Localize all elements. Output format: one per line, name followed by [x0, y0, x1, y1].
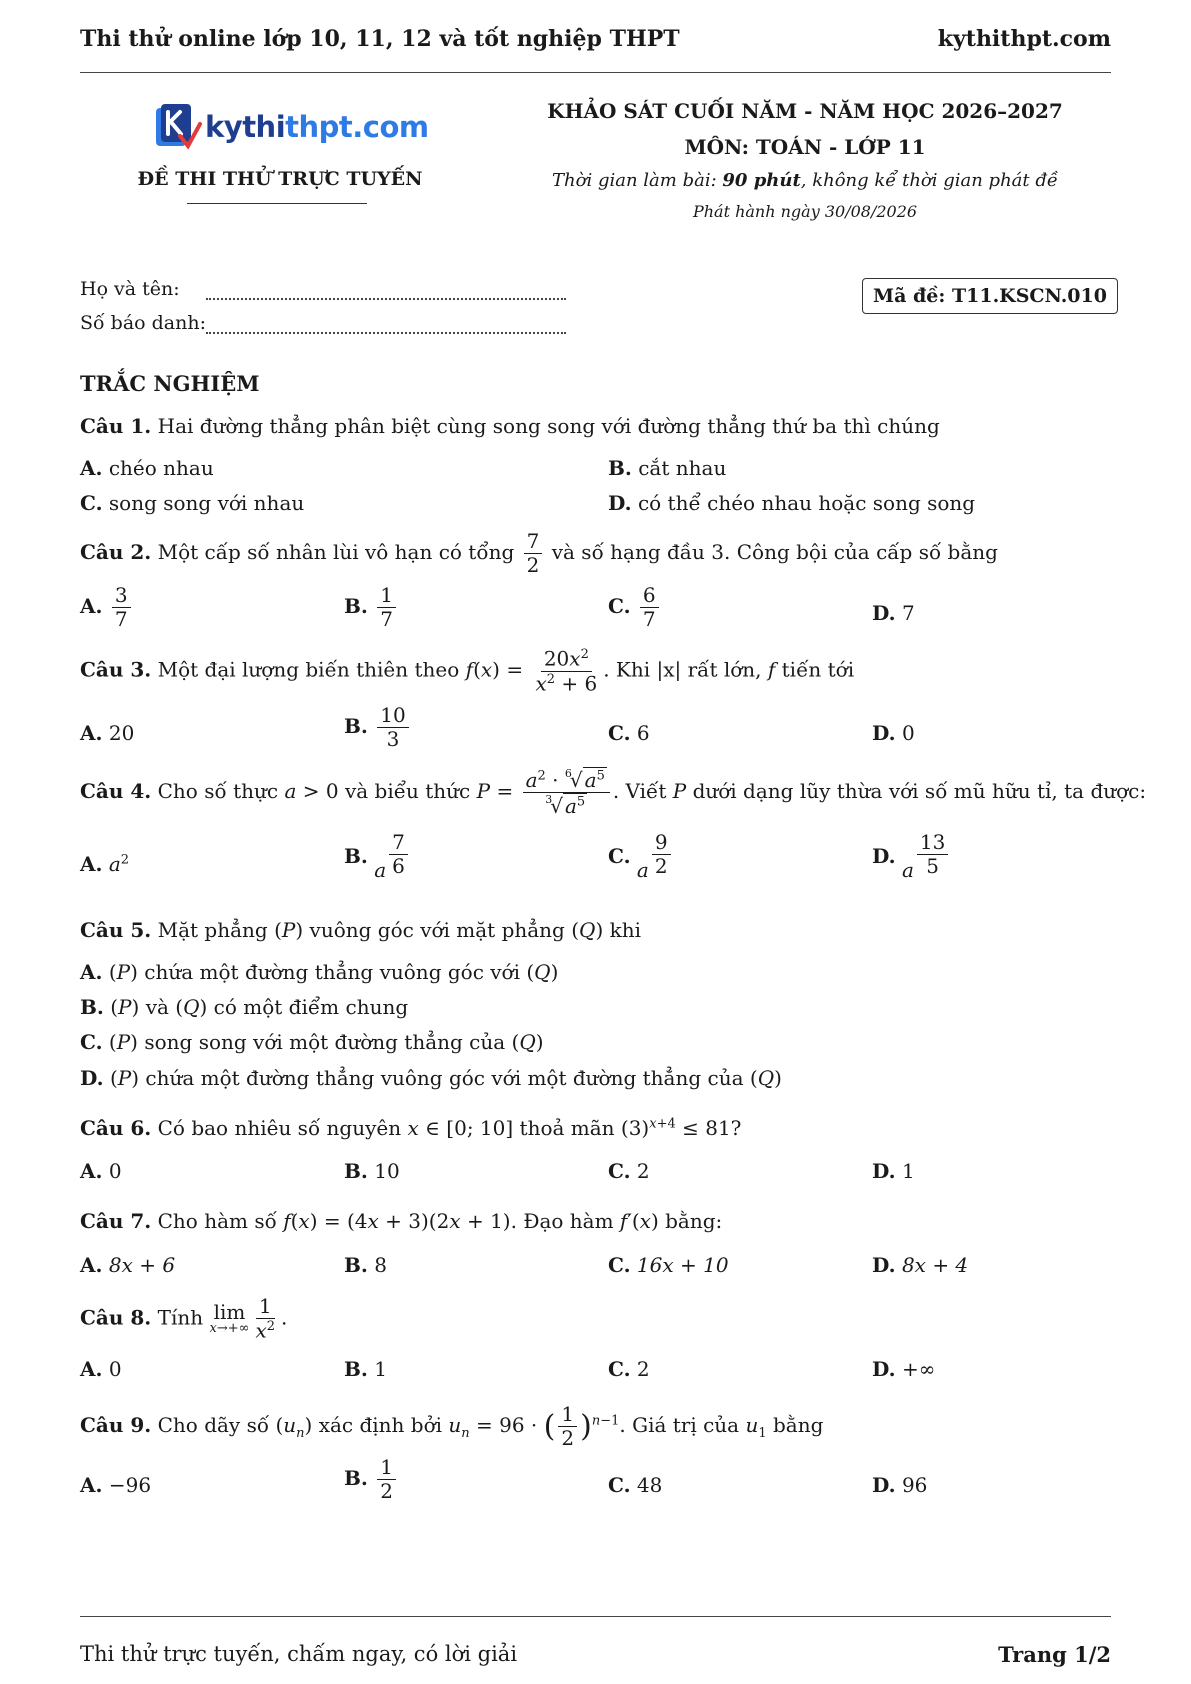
q1-option-b[interactable]: B. cắt nhau [608, 456, 727, 480]
q2-option-c[interactable]: C. $\frac{6}{7}$ [608, 585, 662, 630]
q1-option-a[interactable]: A. chéo nhau [80, 456, 214, 480]
q4-option-a[interactable]: A. $a^2$ [80, 852, 130, 876]
q2-option-a[interactable]: A. $\frac{3}{7}$ [80, 585, 134, 630]
id-field: Số báo danh: [80, 300, 566, 334]
q7-option-a[interactable]: A. 8x + 6 [80, 1253, 176, 1277]
logo-icon [152, 102, 202, 152]
q5-option-c[interactable]: C. (P) song song với một đường thẳng của (Q) [80, 1030, 544, 1054]
q6-option-d[interactable]: D. 1 [872, 1159, 915, 1183]
page-number: Trang 1/2 [998, 1642, 1111, 1667]
student-fields [80, 266, 566, 334]
q7-option-c[interactable]: C. 16x + 10 [608, 1253, 729, 1277]
exam-code-box: Mã đề: T11.KSCN.010 [862, 278, 1118, 314]
page-footer [80, 1642, 1111, 1667]
q3-option-d[interactable]: D. 0 [872, 721, 915, 745]
exam-release-date: Phát hành ngày 30/08/2026 [692, 202, 918, 221]
name-field: Họ và tên: [80, 266, 566, 300]
subtitle-underline [187, 203, 367, 204]
header-site-link[interactable]: kythithpt.com [937, 26, 1111, 52]
exam-subject: MÔN: TOÁN - LỚP 11 [684, 135, 926, 159]
q5-option-a[interactable]: A. (P) chứa một đường thẳng vuông góc với (Q) [80, 960, 559, 984]
page-header [80, 22, 1111, 56]
q7-option-d[interactable]: D. 8x + 4 [872, 1253, 969, 1277]
footer-rule [80, 1616, 1111, 1617]
question-2: Câu 2. Một cấp số nhân lùi vô hạn có tổng $\frac{7}{2}$ và số hạng đầu 3. Công bội của cấp số bằng [80, 529, 998, 577]
q4-option-d[interactable]: D. a $\frac{13}{5}$ [872, 832, 951, 882]
q8-option-c[interactable]: C. 2 [608, 1357, 650, 1381]
q9-option-a[interactable]: A. −96 [80, 1473, 152, 1497]
exam-title: KHẢO SÁT CUỐI NĂM - NĂM HỌC 2026–2027 [547, 99, 1063, 123]
question-4: Câu 4. Cho số thực a > 0 và biểu thức P = $\frac{a^2 \cdot ^6√ a^5}{^3√ a^5}$ . Viết P dưới dạng lũy thừa với số mũ hữu tỉ, ta được: [80, 767, 1147, 818]
q8-option-b[interactable]: B. 1 [344, 1357, 387, 1381]
name-input-line[interactable] [206, 280, 566, 300]
q2-option-d[interactable]: D. 7 [872, 601, 915, 625]
id-input-line[interactable] [206, 314, 566, 334]
section-title: TRẮC NGHIỆM [80, 371, 260, 396]
q9-option-c[interactable]: C. 48 [608, 1473, 663, 1497]
q3-option-a[interactable]: A. 20 [80, 721, 135, 745]
q2-option-b[interactable]: B. $\frac{1}{7}$ [344, 585, 399, 630]
header-left-text: Thi thử online lớp 10, 11, 12 và tốt nghiệp THPT [80, 26, 680, 52]
q5-option-d[interactable]: D. (P) chứa một đường thẳng vuông góc với một đường thẳng của (Q) [80, 1066, 782, 1090]
site-logo [152, 102, 429, 152]
q1-option-d[interactable]: D. có thể chéo nhau hoặc song song [608, 491, 976, 515]
exam-info [505, 96, 1105, 226]
q9-option-d[interactable]: D. 96 [872, 1473, 928, 1497]
exam-time: Thời gian làm bài: 90 phút, không kể thời gian phát đề [552, 170, 1058, 191]
q1-option-c[interactable]: C. song song với nhau [80, 491, 305, 515]
q6-option-c[interactable]: C. 2 [608, 1159, 650, 1183]
question-1: Câu 1. Hai đường thẳng phân biệt cùng song song với đường thẳng thứ ba thì chúng [80, 414, 940, 438]
logo-wordmark: kythithpt.com [205, 110, 429, 144]
q4-option-b[interactable]: B. a $\frac{7}{6}$ [344, 832, 411, 882]
question-3: Câu 3. Một đại lượng biến thiên theo f(x) = $\frac{20x^2}{x^2 + 6}$ . Khi |x| rất lớn, f tiến tới [80, 646, 855, 696]
q7-option-b[interactable]: B. 8 [344, 1253, 387, 1277]
question-8: Câu 8. Tính lim x→+∞ $\frac{1}{x^2}$ . [80, 1294, 288, 1343]
q6-option-a[interactable]: A. 0 [80, 1159, 122, 1183]
header-rule [80, 72, 1111, 73]
exam-type-label: ĐỀ THI THỬ TRỰC TUYẾN [137, 168, 423, 190]
q4-option-c[interactable]: C. a $\frac{9}{2}$ [608, 832, 674, 882]
question-6: Câu 6. Có bao nhiêu số nguyên x ∈ [0; 10] thoả mãn $(3)^{x+4} \le 81$? [80, 1116, 742, 1140]
q5-option-b[interactable]: B. (P) và (Q) có một điểm chung [80, 995, 409, 1019]
q3-option-b[interactable]: B. $\frac{10}{3}$ [344, 705, 412, 750]
question-7: Câu 7. Cho hàm số f(x) = (4x + 3)(2x + 1). Đạo hàm f′(x) bằng: [80, 1209, 723, 1233]
q8-option-d[interactable]: D. +∞ [872, 1357, 936, 1381]
q8-option-a[interactable]: A. 0 [80, 1357, 122, 1381]
q6-option-b[interactable]: B. 10 [344, 1159, 400, 1183]
q9-option-b[interactable]: B. $\frac{1}{2}$ [344, 1457, 399, 1502]
q3-option-c[interactable]: C. 6 [608, 721, 650, 745]
footer-tagline: Thi thử trực tuyến, chấm ngay, có lời giải [80, 1642, 518, 1666]
question-9: Câu 9. Cho dãy số $(u_n)$ xác định bởi $u_n = 96$ · ( $\frac{1}{2}$ )$^{n-1}$. Giá trị của $u_1$ bằng [80, 1402, 824, 1450]
question-5: Câu 5. Mặt phẳng (P) vuông góc với mặt phẳng (Q) khi [80, 918, 642, 942]
